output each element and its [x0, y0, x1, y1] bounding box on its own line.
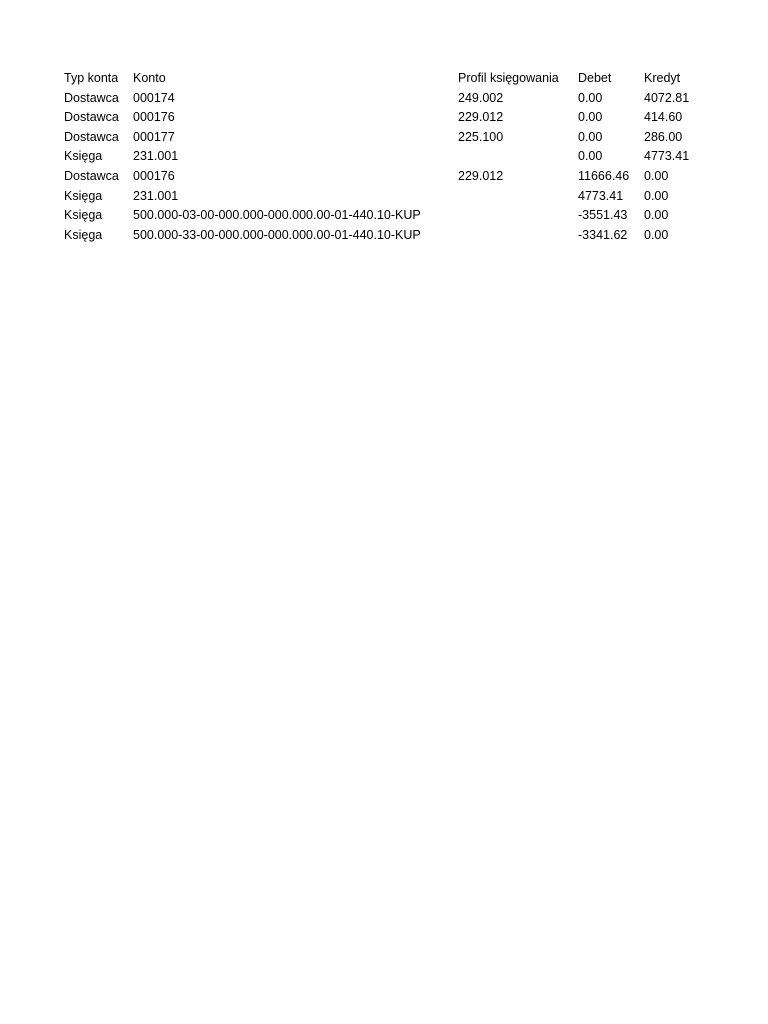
cell-konto: 000177 [133, 129, 175, 144]
table-row [64, 167, 714, 187]
cell-typ-konta: Księga [64, 227, 103, 242]
table-row [64, 226, 714, 246]
cell-typ-konta: Księga [64, 208, 103, 223]
cell-kredyt: 0.00 [644, 168, 669, 183]
ledger-sheet [64, 69, 724, 245]
cell-kredyt: 0.00 [644, 188, 669, 203]
cell-profil: 225.100 [458, 129, 504, 144]
header-konto: Konto [133, 71, 166, 85]
table-row [64, 128, 714, 148]
cell-typ-konta: Dostawca [64, 90, 119, 105]
cell-kredyt: 286.00 [644, 129, 683, 144]
cell-profil [458, 187, 578, 207]
cell-typ-konta: Księga [64, 149, 103, 164]
cell-konto: 231.001 [133, 149, 179, 164]
header-typ-konta: Typ konta [64, 71, 119, 85]
table-row [64, 108, 714, 128]
cell-profil: 229.012 [458, 110, 504, 125]
table-row [64, 206, 714, 226]
ledger-table [64, 69, 714, 245]
header-profil-ksiegowania: Profil księgowania [458, 71, 559, 85]
cell-kredyt: 0.00 [644, 227, 669, 242]
cell-debet: 0.00 [578, 90, 603, 105]
cell-konto: 000176 [133, 110, 175, 125]
cell-konto: 231.001 [133, 188, 179, 203]
cell-konto: 500.000-03-00-000.000-000.000.00-01-440.10-KUP [133, 208, 421, 223]
cell-profil: 229.012 [458, 168, 504, 183]
table-row [64, 89, 714, 109]
cell-konto: 000176 [133, 168, 175, 183]
cell-debet: 0.00 [578, 149, 603, 164]
header-row [64, 69, 714, 89]
cell-kredyt: 414.60 [644, 110, 683, 125]
cell-typ-konta: Dostawca [64, 110, 119, 125]
cell-kredyt: 4773.41 [644, 149, 690, 164]
cell-debet: -3341.62 [578, 227, 628, 242]
cell-typ-konta: Dostawca [64, 129, 119, 144]
cell-debet: 4773.41 [578, 188, 624, 203]
cell-profil: 249.002 [458, 90, 504, 105]
header-debet: Debet [578, 71, 612, 85]
header-kredyt: Kredyt [644, 71, 681, 85]
cell-profil [458, 147, 578, 167]
cell-kredyt: 0.00 [644, 208, 669, 223]
cell-debet: 0.00 [578, 129, 603, 144]
cell-profil [458, 206, 578, 226]
cell-konto: 500.000-33-00-000.000-000.000.00-01-440.10-KUP [133, 227, 421, 242]
cell-konto: 000174 [133, 90, 175, 105]
cell-debet: 0.00 [578, 110, 603, 125]
cell-debet: -3551.43 [578, 208, 628, 223]
cell-typ-konta: Księga [64, 188, 103, 203]
cell-profil [458, 226, 578, 246]
cell-typ-konta: Dostawca [64, 168, 119, 183]
cell-debet: 11666.46 [578, 168, 630, 183]
cell-kredyt: 4072.81 [644, 90, 690, 105]
table-row [64, 187, 714, 207]
table-row [64, 147, 714, 167]
